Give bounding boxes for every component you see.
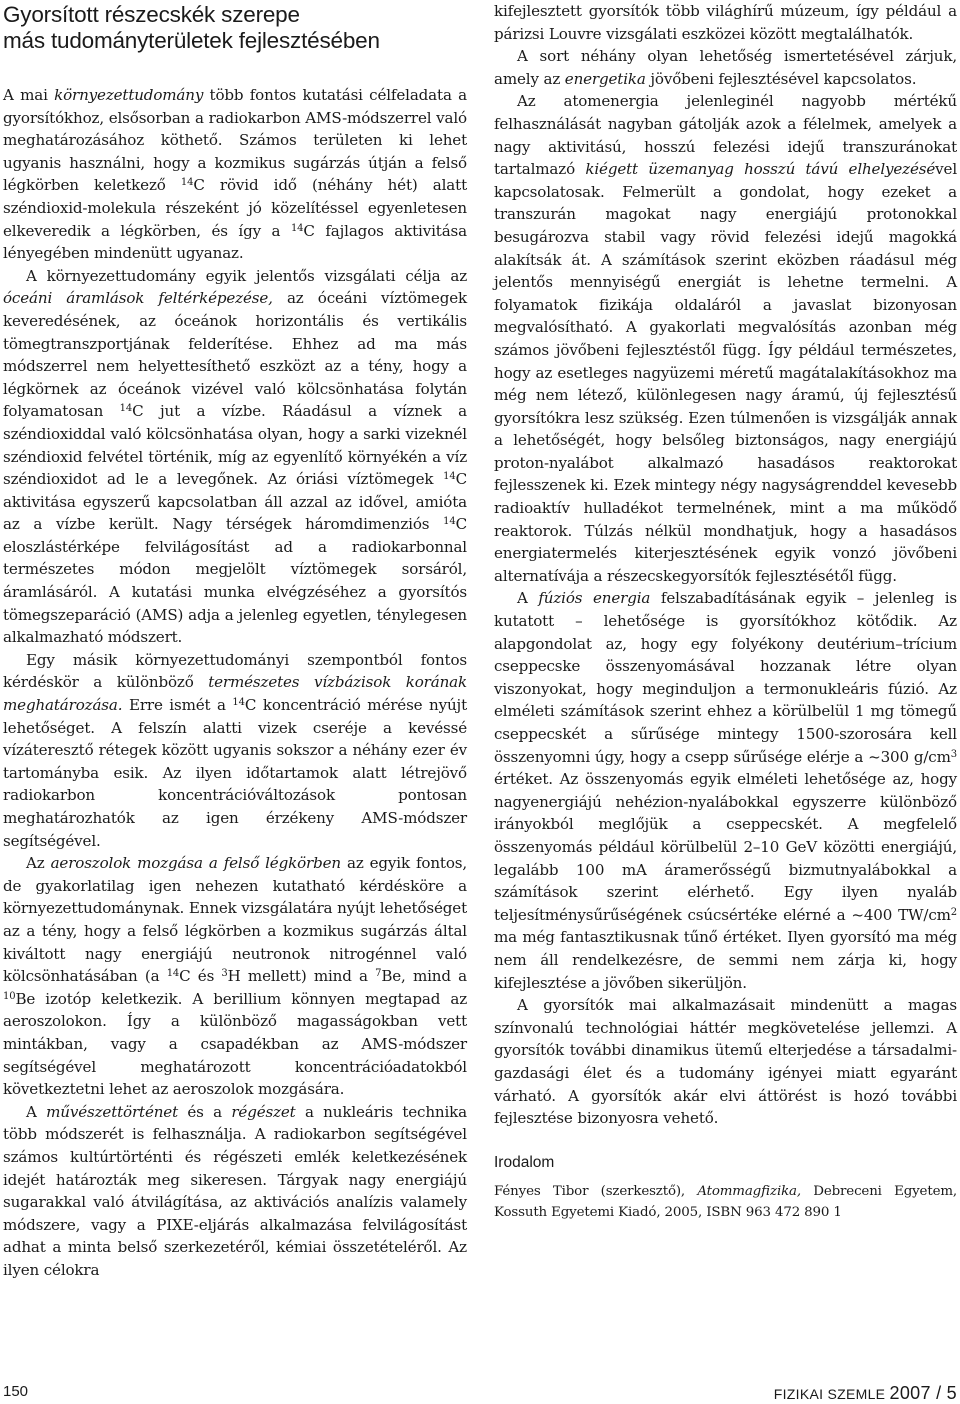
paragraph: A mai környezettudomány több fontos kutatási célfeladata a gyorsítókhoz, elsősorban a radiokarbon AMS-módszerrel való meghatározásához köthető. Számos területen ki lehet ugyanis használni, hogy a kozmikus sugárzás útján a felső légkörben keletkező $^{14}$C rövid idő (néhány hét) alatt széndioxid-molekula részeként jó közelítéssel egyenletesen elkeveredik a légkörben, és így a $^{14}$C fajlagos aktivitása lényegében mindenütt ugyanaz. [3,86,467,263]
paragraph: Az aeroszolok mozgása a felső légkörben az egyik fontos, de gyakorlatilag igen nehezen kutatható kérdésköre a környezettudománynak. Ennek vizsgálatára nyújt lehetőséget az a tény, hogy a felső légkörben a kozmikus sugárzás által kiváltott nagy energiájú neutronok nitrogénnel való kölcsönhatásában (a $^{14}$C és $^3$H mellett) mind a $^7$Be, mind a $^{10}$Be izotóp keletkezik. A berillium könnyen megtapad az aeroszolokon. Így a különböző magasságokban vett mintákban, vagy a csapadékban az AMS-módszer segítségével meghatározott koncentrációadatokból következtetni lehet az aeroszolok mozgására. [3,854,468,1099]
title-line-2: más tudományterületek fejlesztésében [3,28,380,53]
journal-name: FIZIKAI SZEMLE 2007 / 5 [773,1383,957,1403]
paragraph: A sort néhány olyan lehetőség ismertetésével zárjuk, amely az energetika jövőbeni fejlesztésével kapcsolatos. [494,47,957,88]
article-title [3,2,467,54]
reference-entry: Fényes Tibor (szerkesztő), Atommagfizika, Debreceni Egyetem, Kossuth Egyetemi Kiadó, 2005, ISBN 963 472 890 1 [494,1183,957,1220]
references-heading: Irodalom [494,1153,555,1171]
paragraph: kifejlesztett gyorsítók több világhírű múzeum, így például a párizsi Louvre vizsgálati eszközei között megtalálhatók. [494,2,957,43]
page-footer [0,1383,960,1401]
right-column [494,0,957,1223]
title-line-1: Gyorsított részecskék szerepe [3,2,300,27]
paragraph: A művészettörténet és a régészet a nukleáris technika több módszerét is felhasználja. A radiokarbon segítségével számos kultúrtörténti és régészeti emlék keletkezésének idejét határozták meg sikeresen. Tárgyak nagy energiájú sugarakkal való átvilágítása, az aktivációs analízis valamely módszere, vagy a PIXE-eljárás alkalmazása felvilágosítást adhat a minta belső szerkezetéről, kémiai összetételéről. Az ilyen célokra [3,1102,468,1279]
paragraph: A fúziós energia felszabadításának egyik – jelenleg is kutatott – lehetősége is gyorsítókhoz kötődik. Az alapgondolat az, hogy egy folyékony deutérium–trícium cseppecske összenyomásával hozzanak létre olyan viszonyokat, hogy meginduljon a termonukleáris fúzió. Az elméleti számítások szerint ehhez a körülbelül 1 mg tömegű cseppecskét a sűrűsége mintegy 1500-szorosára kell összenyomni úgy, hogy a csepp sűrűsége elérje a ~300 $g/cm^3$ értéket. Az összenyomás egyik elméleti lehetősége az, hogy nagyenergiájú nehézion-nyalábokkal egyszerre különböző irányokból meglőjük a cseppecskét. A megfelelő összenyomás például körülbelül 2–10 GeV közötti energiájú, legalább 100 mA áramerősségű bizmutnyalábokkal a számítások szerint elérhető. Egy ilyen nyaláb teljesítménysűrűségének csúcsértéke elérné a ~400 $TW/cm^2$ ma még fantasztikusnak tűnő értéket. Ilyen gyorsító ma még nem áll rendelkezésre, de semmi nem zárja ki, hogy kifejlesztése a jövőben sikerüljön. [494,589,957,992]
left-column [3,0,467,1281]
paragraph: Az atomenergia jelenleginél nagyobb mértékű felhasználását nagyban gátolják azok a félelmek, amelyek a nagy aktivitású, hosszú felezési idejű transzuránokat tartalmazó kiégett üzemanyag hosszú távú elhelyezésével kapcsolatosak. Felmerült a gondolat, hogy ezeket a transzurán magokat nagy energiájú protonokkal besugározva stabil vagy rövid felezési idejű magokká alakítsák át. A számítások szerint eközben ráadásul még jelentős mennyiségű energiát is lehetne termelni. A folyamatok fizikája oldaláról a javaslat bizonyosan megvalósítható. A gyakorlati megvalósítás azonban még számos jövőbeni fejlesztéstől függ. Így például természetes, hogy az esetleges nagyüzemi méretű magátalakításokhoz ma még nem létező, különlegesen nagy áramú, új fejlesztésű gyorsítókra lesz szükség. Ezen túlmenően is vizsgálják annak a lehetőségét, hogy belsőleg biztonságos, nagy energiájú proton-nyalábot alkalmazó hasadásos reaktorokat fejlesszenek ki. Ezek mintegy négy nagyságrenddel kevesebb radioaktív hulladékot termelnének, mint a ma működő reaktorok. Túlzás nélkül mondhatjuk, hogy a hasadásos energiatermelés kiterjesztésének egyik vonzó jövőbeni alternatívája a részecskegyorsítók fejlesztésétől függ. [494,92,957,585]
paragraph: A gyorsítók mai alkalmazásait mindenütt a magas színvonalú technológiai háttér megkövetelése jellemzi. A gyorsítók további dinamikus ütemű elterjedése a társadalmi-gazdasági élet és a tudomány igényei miatt egyaránt várható. A gyorsítók akár elvi áttörést is hozó további fejlesztése bizonyosra vehető. [494,996,957,1128]
issue-number: 2007 / 5 [889,1383,957,1403]
page-number: 150 [3,1383,29,1400]
paragraph: Egy másik környezettudományi szempontból fontos kérdéskör a különböző természetes vízbázisok korának meghatározása. Erre ismét a $^{14}$C koncentráció mérése nyújt lehetőséget. A felszín alatti vizek cseréje a kevéssé vízáteresztő rétegek között ugyanis sokszor a néhány ezer év tartományba esik. Az ilyen időtartamok alatt létrejövő radiokarbon koncentrációváltozások pontosan meghatározhatók az igen érzékeny AMS-módszer segítségével. [3,650,468,850]
paragraph: A környezettudomány egyik jelentős vizsgálati célja az óceáni áramlások feltérképezése, az óceáni víztömegek keveredésének, az óceánok horizontális és vertikális tömegtranszportjának felderítése. Ehhez ad ma más módszerrel nem helyettesíthető eszközt az a tény, hogy a légkörnek az óceánok vizével való kölcsönhatása folytán folyamatosan $^{14}$C jut a vízbe. Ráadásul a víznek a széndioxiddal való kölcsönhatása olyan, hogy a sarki vizeknél széndioxid felvétel történik, míg az egyenlítő környékén a víz széndioxidot ad le a levegőnek. Az óriási víztömegek $^{14}$C aktivitása egyszerű kapcsolatban áll azzal az idővel, amióta az a vízbe került. Nagy térségek háromdimenziós $^{14}$C eloszlástérképe felvilágosítást ad a radiokarbonnal természetes módon megjelölt víztömegek sorsáról, áramlásáról. A kutatási munka elvégzéséhez a gyorsítós tömegszeparáció (AMS) adja a jelenleg egyetlen, ténylegesen alkalmazható módszert. [3,266,467,647]
